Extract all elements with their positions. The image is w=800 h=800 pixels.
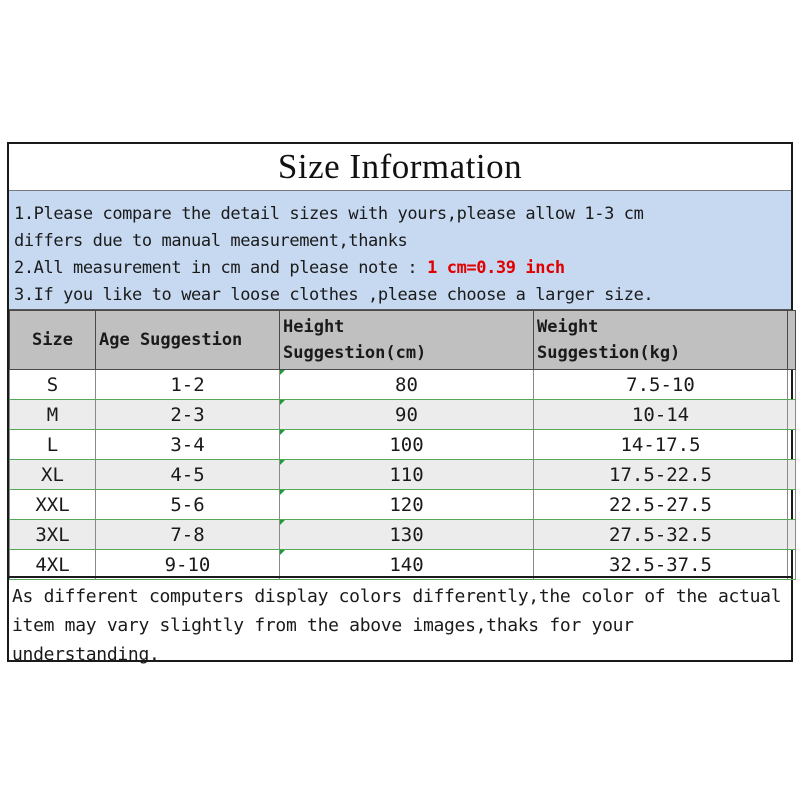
comment-marker — [280, 460, 285, 465]
cell-weight: 14-17.5 — [534, 430, 788, 460]
cell-spacer — [788, 520, 796, 550]
note-line-1: 1.Please compare the detail sizes with yours,please allow 1-3 cm — [14, 204, 644, 224]
cell-age: 3-4 — [96, 430, 280, 460]
cell-size: 3XL — [10, 520, 96, 550]
conversion-highlight: 1 cm=0.39 inch — [427, 258, 565, 278]
cell-height — [280, 550, 534, 580]
cell-spacer — [788, 550, 796, 580]
table-row — [10, 550, 796, 580]
cell-height-value: 110 — [389, 463, 424, 486]
cell-spacer — [788, 430, 796, 460]
page-title: Size Information — [277, 147, 523, 186]
cell-height-value: 80 — [395, 373, 418, 396]
cell-height-value: 130 — [389, 523, 424, 546]
cell-height-value: 140 — [389, 553, 424, 576]
cell-weight: 7.5-10 — [534, 370, 788, 400]
header-weight-line-1: Weight — [537, 317, 599, 337]
note-line-3-text: 2.All measurement in cm and please note : — [14, 258, 428, 278]
cell-size: XL — [10, 460, 96, 490]
cell-age: 2-3 — [96, 400, 280, 430]
table-row — [10, 520, 796, 550]
table-row — [10, 460, 796, 490]
cell-height — [280, 430, 534, 460]
cell-spacer — [788, 400, 796, 430]
size-chart-card — [7, 142, 793, 665]
size-table — [9, 310, 796, 580]
cell-height — [280, 370, 534, 400]
note-line-2: differs due to manual measurement,thanks — [14, 231, 408, 251]
notes-panel — [9, 190, 791, 310]
comment-marker — [280, 490, 285, 495]
comment-marker — [280, 430, 285, 435]
header-height-line-1: Height — [283, 317, 345, 337]
cell-size: 4XL — [10, 550, 96, 580]
color-disclaimer: As different computers display colors differently,the color of the actual item may vary slightly from the above images,thaks for your understanding. — [9, 576, 791, 662]
table-header-row — [10, 311, 796, 370]
table-row — [10, 430, 796, 460]
header-weight-line-2: Suggestion(kg) — [537, 343, 681, 363]
cell-height-value: 90 — [395, 403, 418, 426]
comment-marker — [280, 550, 285, 555]
cell-spacer — [788, 460, 796, 490]
header-height-line-2: Suggestion(cm) — [283, 343, 427, 363]
cell-size: L — [10, 430, 96, 460]
header-spacer — [788, 311, 796, 370]
cell-size: M — [10, 400, 96, 430]
cell-weight: 10-14 — [534, 400, 788, 430]
comment-marker — [280, 400, 285, 405]
cell-weight: 32.5-37.5 — [534, 550, 788, 580]
cell-age: 1-2 — [96, 370, 280, 400]
header-age: Age Suggestion — [96, 311, 280, 370]
comment-marker — [280, 520, 285, 525]
cell-height — [280, 400, 534, 430]
header-size: Size — [10, 311, 96, 370]
cell-age: 4-5 — [96, 460, 280, 490]
cell-age: 5-6 — [96, 490, 280, 520]
cell-height — [280, 460, 534, 490]
cell-spacer — [788, 370, 796, 400]
note-line-3 — [14, 255, 791, 282]
cell-size: S — [10, 370, 96, 400]
header-weight — [534, 311, 788, 370]
cell-age: 9-10 — [96, 550, 280, 580]
cell-spacer — [788, 490, 796, 520]
cell-height-value: 120 — [389, 493, 424, 516]
cell-height — [280, 520, 534, 550]
table-row — [10, 400, 796, 430]
note-line-4: 3.If you like to wear loose clothes ,please choose a larger size. — [14, 285, 654, 305]
cell-height-value: 100 — [389, 433, 424, 456]
table-row — [10, 490, 796, 520]
table-row — [10, 370, 796, 400]
cell-weight: 27.5-32.5 — [534, 520, 788, 550]
cell-height — [280, 490, 534, 520]
comment-marker — [280, 370, 285, 375]
cell-size: XXL — [10, 490, 96, 520]
cell-weight: 17.5-22.5 — [534, 460, 788, 490]
cell-weight: 22.5-27.5 — [534, 490, 788, 520]
cell-age: 7-8 — [96, 520, 280, 550]
header-height — [280, 311, 534, 370]
